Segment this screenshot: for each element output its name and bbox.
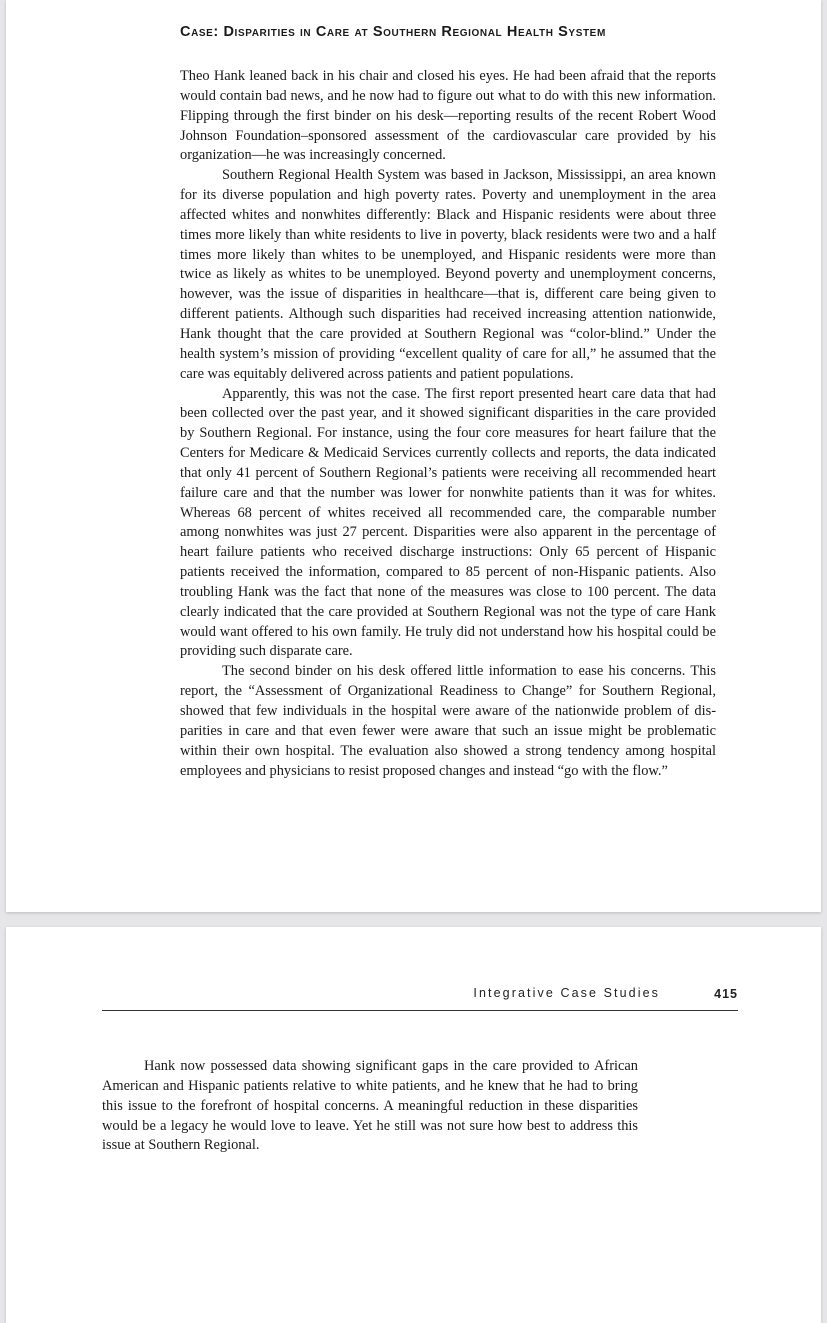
page-number: 415 <box>714 987 738 1001</box>
continuation-text <box>102 1057 638 1156</box>
paragraph-5: Hank now possessed data showing significant gaps in the care provided to African American and Hispanic patients relative to white patients, and he knew that he had to bring this issue to the forefront of hospital concerns. A meaningful reduction in these disparities would be a legacy he would love to leave. Yet he still was not sure how best to address this issue at Southern Regional. <box>102 1058 638 1154</box>
paragraph-4: The second binder on his desk offered little information to ease his concerns. This report, the “Assessment of Organizational Readiness to Change” for Southern Regional, showed that few individuals in the hospital were aware of the nationwide problem of disparities in care and that even fewer were aware that such an issue might be problematic within their own hospital. The evaluation also showed a strong tendency among hospital employees and physicians to resist proposed changes and instead “go with the flow.” <box>180 663 716 779</box>
case-title: Case: Disparities in Care at Southern Regional Health System <box>180 24 606 40</box>
paragraph-1: Theo Hank leaned back in his chair and closed his eyes. He had been afraid that the reports would contain bad news, and he now had to figure out what to do with this new information. Flipping through the first binder on his desk—reporting results of the recent Robert Wood Johnson Foundation–sponsored assessment of the cardiovascular care provided by his organization—he was increasingly concerned. <box>180 68 716 164</box>
running-head <box>102 986 738 1011</box>
case-body-text <box>180 67 716 781</box>
paragraph-3: Apparently, this was not the case. The first report presented heart care data that had been collected over the past year, and it showed significant disparities in the care provided by Southern Regional. For instance, using the four core measures for heart failure that the Centers for Medicare & Medicaid Services currently collects and reports, the data indicated that only 41 percent of Southern Regional’s patients were receiving all recommended heart failure care and that the number was lower for nonwhite patients than it was for whites. Whereas 68 percent of whites received all recommended care, the comparable number among nonwhites was just 27 percent. Disparities were also apparent in the percentage of heart failure patients who received discharge instructions: Only 65 percent of Hispanic patients received the information, compared to 85 percent of non-Hispanic patients. Also troubling Hank was the fact that none of the measures was close to 100 percent. The data clearly indicated that the care provided at Southern Regional was not the type of care Hank would want offered to his own family. He truly did not understand how his hospital could be providing such disparate care. <box>180 385 716 660</box>
paragraph-2: Southern Regional Health System was based in Jackson, Mississippi, an area known for its diverse population and high poverty rates. Poverty and unemployment in the area affected whites and nonwhites differently: Black and Hispanic residents were about three times more likely than white residents to live in poverty, black residents were two and a half times more likely than whites to be unemployed, and Hispanic residents were more than twice as likely as whites to be unemployed. Beyond poverty and unemployment concerns, however, was the issue of disparities in healthcare—that is, different care being given to different patients. Although such disparities had received increasing attention nationwide, Hank thought that the care provided at Southern Regional was “color-blind.” Under the health system’s mission of providing “excellent quality of care for all,” he assumed that the care was equitably delivered across patients and patient populations. <box>180 167 716 382</box>
running-head-title: Integrative Case Studies <box>473 986 660 1000</box>
